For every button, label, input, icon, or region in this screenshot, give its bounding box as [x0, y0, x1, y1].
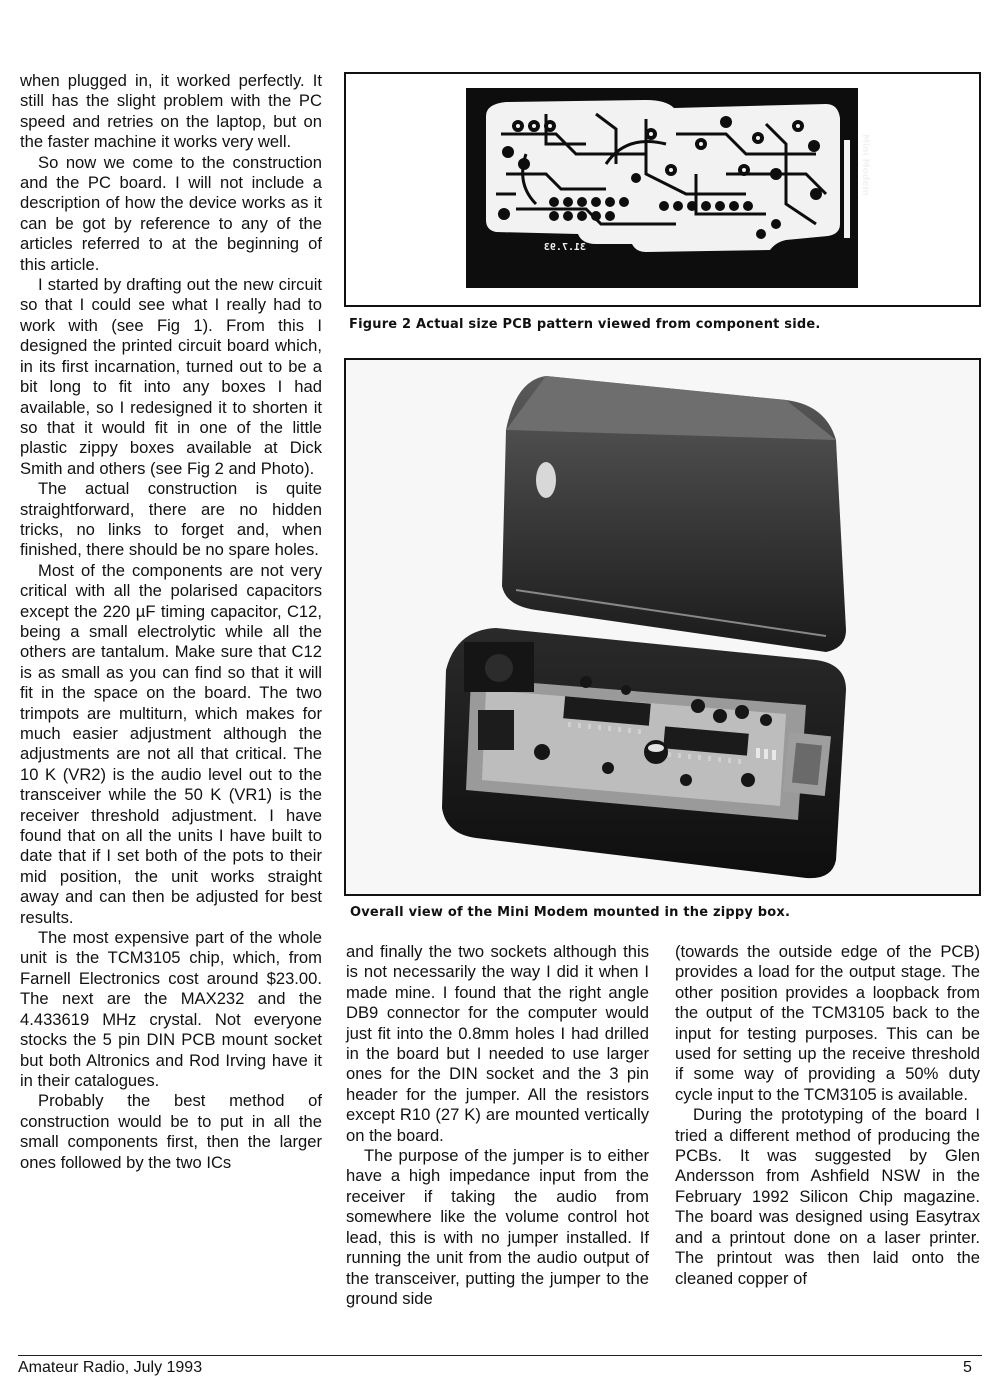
paragraph: The most expensive part of the whole unit is the TCM3105 chip, which, from Farnell Electronics cost around $23.00. The next are the MAX232 and the 4.433619 MHz crystal. Not everyone stocks the 5 pin DIN PCB mount socket but both Altronics and Rod Irving have it in their catalogues.: [20, 928, 322, 1090]
pcb-label-name: Mini Modem: [860, 134, 870, 196]
paragraph: Most of the components are not very critical with all the polarised capacitors except the 220 µF timing capacitor, C12, being a small electrolytic while all the others are tantalum. Make sure that C12 is as small as you can find so that it will fit in the space on the board. The two trimpots are multiturn, which makes for much easier adjustment although the adjustments are not all that critical. The 10 K (VR2) is the audio level out to the transceiver while the 50 K (VR1) is the receiver threshold adjustment. I have found that on all the units I have built to date that if I set both of the pots to their mid position, the unit works straight away and can then be adjusted for best results.: [20, 560, 322, 927]
pcb-label-callsign: VK6XIR: [679, 242, 716, 253]
left-column: [20, 71, 322, 1173]
photo-figure: [344, 358, 981, 896]
pcb-pattern-image: [346, 74, 979, 305]
paragraph: I started by drafting out the new circuit so that I could see what I really had to work with (see Fig 1). From this I designed the printed circuit board which, in its first incarnation, turned out to be a bit long to fit into any boxes I had available, so I redesigned it to shorten it so that it would fit in one of the little plastic zippy boxes available at Dick Smith and others (see Fig 2 and Photo).: [20, 275, 322, 478]
pcb-figure-caption: Figure 2 Actual size PCB pattern viewed from component side.: [349, 317, 821, 332]
footer-rule: [18, 1355, 982, 1356]
paragraph: During the prototyping of the board I tried a different method of producing the PCBs. It was suggested by Glen Andersson from Ashfield NSW in the February 1992 Silicon Chip magazine. The board was designed using Easytrax and a printout done on a laser printer. The printout was then laid onto the cleaned copper of: [675, 1105, 980, 1288]
middle-column: [346, 942, 649, 1309]
right-column: [675, 942, 980, 1289]
paragraph: The actual construction is quite straightforward, there are no hidden tricks, no links to forget and, when finished, there should be no spare holes.: [20, 479, 322, 560]
paragraph: when plugged in, it worked perfectly. It still has the slight problem with the PC speed and retries on the laptop, but on the faster machine it works very well.: [20, 71, 322, 152]
pcb-label-date: 31.7.93: [543, 242, 586, 253]
pcb-figure: [344, 72, 981, 307]
paragraph: The purpose of the jumper is to either have a high impedance input from the receiver if taking the audio from somewhere like the volume control hot lead, this is with no jumper installed. If running the unit from the audio output of the transceiver, putting the jumper to the ground side: [346, 1146, 649, 1308]
paragraph: and finally the two sockets although this is not necessarily the way I did it when I made mine. I found that the right angle DB9 connector for the computer would just fit into the 0.8mm holes I had drilled in the board but I needed to use larger ones for the DIN socket and the 3 pin header for the jumper. All the resistors except R10 (27 K) are mounted vertically on the board.: [346, 942, 649, 1145]
paragraph: (towards the outside edge of the PCB) provides a load for the output stage. The other position provides a loopback from the output of the TCM3105 back to the input for testing purposes. This can be used for setting up the receive threshold if some way of providing a 50% duty cycle input to the TCM3105 is available.: [675, 942, 980, 1104]
footer-publication: Amateur Radio, July 1993: [18, 1359, 203, 1376]
paragraph: Probably the best method of construction would be to put in all the small components first, then the larger ones followed by the two ICs: [20, 1091, 322, 1172]
page-number: 5: [963, 1359, 972, 1376]
paragraph: So now we come to the construction and the PC board. I will not include a description of how the device works as it can be got by reference to any of the articles referred to at the beginning of this article.: [20, 152, 322, 274]
photo-caption: Overall view of the Mini Modem mounted in the zippy box.: [350, 905, 791, 920]
modem-photo-image: [346, 360, 979, 894]
